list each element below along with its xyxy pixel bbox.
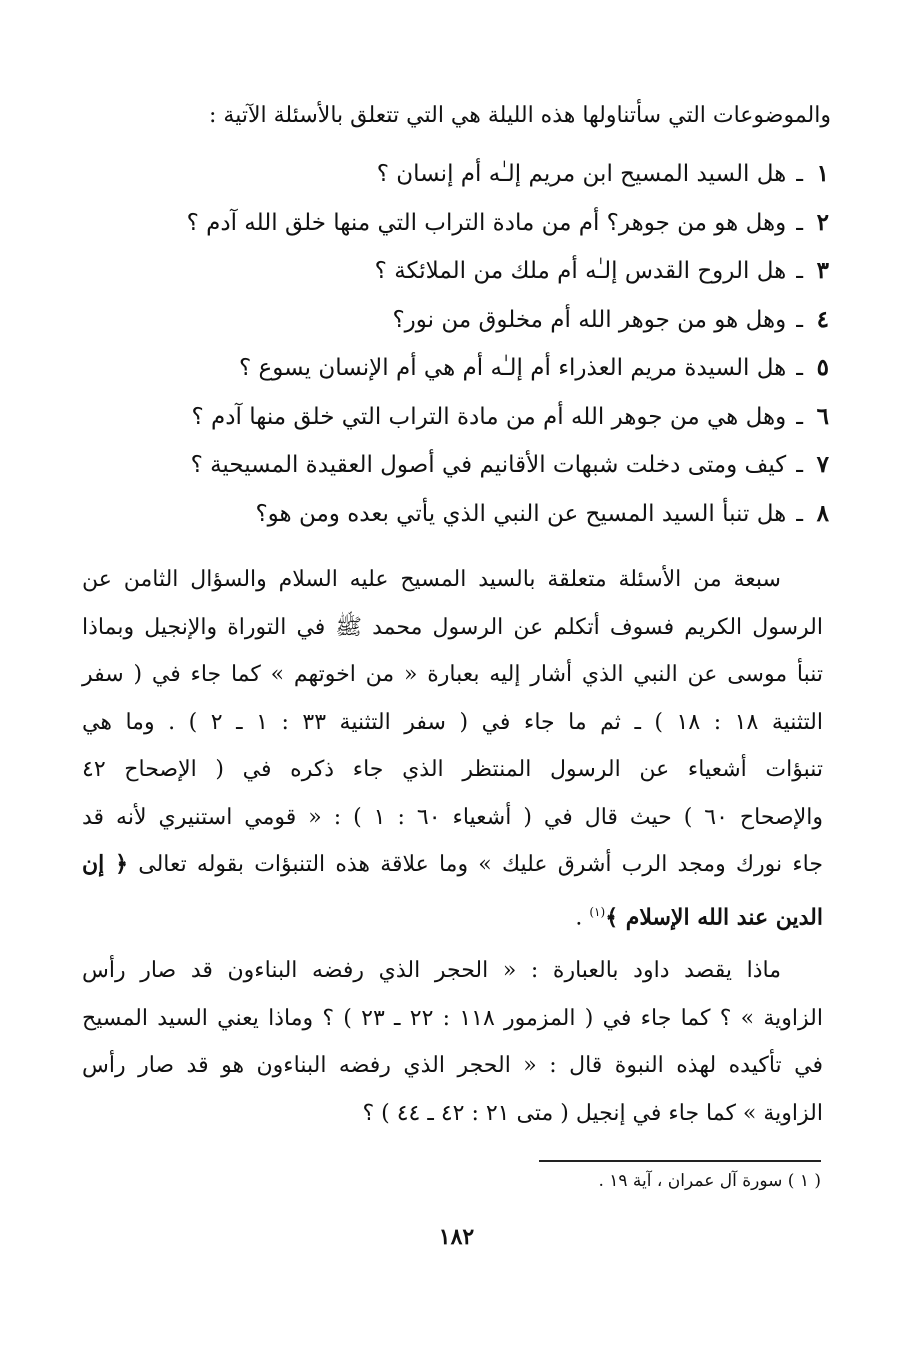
paragraph-line: في تأكيده لهذه النبوة قال : « الحجر الذي رفضه البناءون هو قد صار رأس bbox=[82, 1053, 823, 1078]
question-item bbox=[70, 344, 829, 393]
question-number: ١ bbox=[816, 160, 829, 187]
paragraph-line: والإصحاح ٦٠ ) حيث قال في ( أشعياء ٦٠ : ١ ) : « قومي استنيري لأنه قد bbox=[82, 804, 823, 830]
question-text: هل السيد المسيح ابن مريم إلـٰه أم إنسان ؟ bbox=[376, 161, 787, 187]
question-item bbox=[70, 150, 829, 199]
footnote: ( ١ ) سورة آل عمران ، آية ١٩ . bbox=[598, 1171, 821, 1191]
paragraph-cornerstone bbox=[82, 947, 823, 1137]
question-item bbox=[70, 296, 829, 345]
paragraph-line: تنبؤات أشعياء عن الرسول المنتظر الذي جاء ذكره في ( الإصحاح ٤٢ bbox=[82, 757, 823, 782]
question-dash: ـ bbox=[796, 500, 803, 527]
quran-verse-start: ﴿ إن bbox=[82, 851, 129, 877]
paragraph-line: الزاوية » ؟ كما جاء في ( المزمور ١١٨ : ٢٢ ـ ٢٣ ) ؟ وماذا يعني السيد المسيح bbox=[82, 1005, 823, 1031]
question-text: وهل هي من جوهر الله أم من مادة التراب التي خلق منها آدم ؟ bbox=[191, 403, 787, 430]
paragraph-line: تنبأ موسى عن النبي الذي أشار إليه بعبارة « من اخوتهم » كما جاء في ( سفر bbox=[82, 662, 823, 687]
question-number: ٣ bbox=[816, 257, 829, 284]
question-dash: ـ bbox=[796, 258, 803, 284]
question-dash: ـ bbox=[796, 403, 803, 430]
paragraph-line: سبعة من الأسئلة متعلقة بالسيد المسيح عليه السلام والسؤال الثامن عن bbox=[82, 567, 781, 592]
paragraph-line-text: جاء نورك ومجد الرب أشرق عليك » وما علاقة هذه التنبؤات بقوله تعالى bbox=[138, 852, 823, 877]
paragraph-line: الزاوية » كما جاء في إنجيل ( متى ٢١ : ٤٢ ـ ٤٤ ) ؟ bbox=[362, 1100, 823, 1126]
question-item bbox=[70, 490, 829, 539]
paragraph-line-verse-end bbox=[82, 889, 823, 942]
question-item bbox=[70, 393, 829, 442]
paragraph-line: التثنية ١٨ : ١٨ ) ـ ثم ما جاء في ( سفر التثنية ٣٣ : ١ ـ ٢ ) . وما هي bbox=[82, 709, 823, 735]
question-dash: ـ bbox=[796, 355, 803, 381]
question-item bbox=[70, 441, 829, 490]
paragraph-line: ماذا يقصد داود بالعبارة : « الحجر الذي رفضه البناءون قد صار رأس bbox=[82, 958, 781, 983]
question-dash: ـ bbox=[796, 209, 803, 236]
paragraph-prophecies bbox=[82, 556, 823, 941]
question-dash: ـ bbox=[796, 161, 803, 187]
paragraph-line: الرسول الكريم فسوف أتكلم عن الرسول محمد ﷺ في التوراة والإنجيل وبماذا bbox=[82, 614, 823, 640]
question-text: هل تنبأ السيد المسيح عن النبي الذي يأتي بعده ومن هو؟ bbox=[255, 500, 787, 527]
question-number: ٦ bbox=[816, 402, 829, 430]
question-item bbox=[70, 199, 829, 248]
questions-list bbox=[70, 150, 829, 538]
quran-verse-end: الدين عند الله الإسلام ﴾ bbox=[605, 903, 823, 930]
page-number: ١٨٢ bbox=[438, 1224, 475, 1250]
intro-line: والموضوعات التي سأتناولها هذه الليلة هي التي تتعلق بالأسئلة الآتية : bbox=[209, 103, 831, 128]
paragraph-line-with-verse bbox=[82, 841, 823, 889]
footnote-divider bbox=[539, 1160, 821, 1162]
question-dash: ـ bbox=[796, 306, 803, 333]
question-number: ٥ bbox=[816, 354, 829, 381]
question-text: وهل هو من جوهر؟ أم من مادة التراب التي منها خلق الله آدم ؟ bbox=[186, 209, 787, 236]
question-number: ٨ bbox=[816, 499, 829, 527]
question-text: وهل هو من جوهر الله أم مخلوق من نور؟ bbox=[392, 306, 787, 333]
question-number: ٢ bbox=[816, 208, 829, 236]
question-item bbox=[70, 247, 829, 296]
footnote-reference: (١) bbox=[589, 904, 606, 919]
question-dash: ـ bbox=[796, 452, 803, 478]
question-text: كيف ومتى دخلت شبهات الأقانيم في أصول العقيدة المسيحية ؟ bbox=[190, 452, 787, 478]
question-text: هل السيدة مريم العذراء أم إلـٰه أم هي أم الإنسان يسوع ؟ bbox=[238, 355, 787, 381]
question-text: هل الروح القدس إلـٰه أم ملك من الملائكة ؟ bbox=[374, 258, 787, 284]
question-number: ٧ bbox=[816, 451, 829, 478]
sentence-end: . bbox=[575, 904, 590, 930]
question-number: ٤ bbox=[816, 305, 829, 333]
